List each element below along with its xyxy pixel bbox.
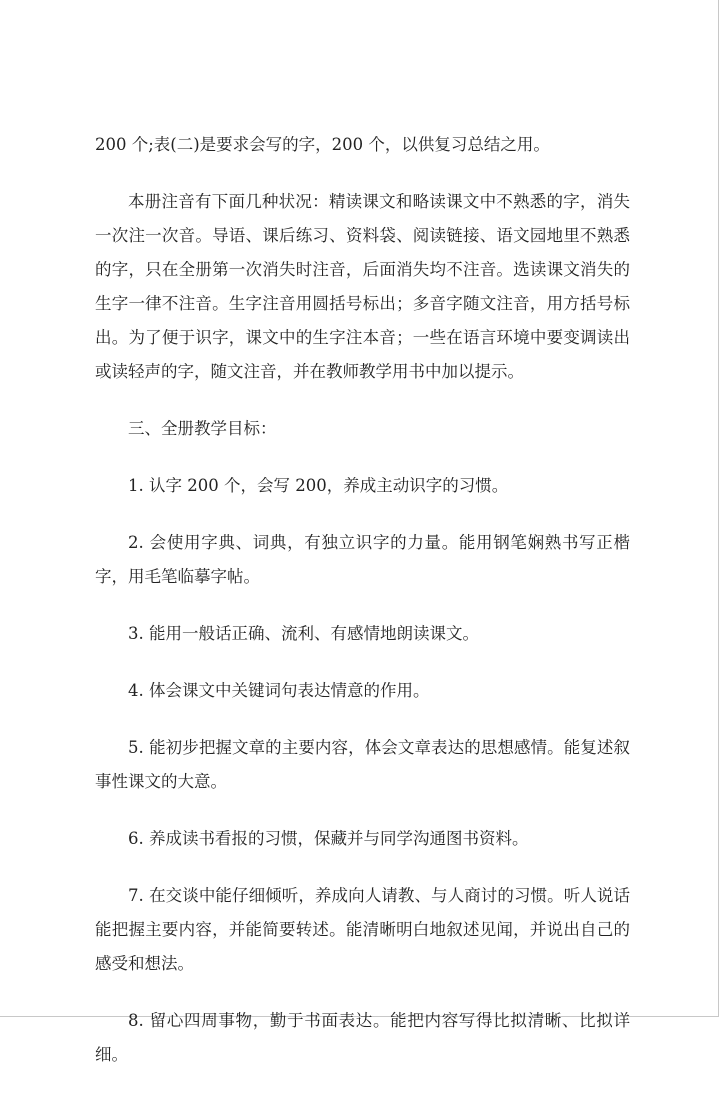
goal-item-4: 4. 体会课文中关键词句表达情意的作用。 <box>128 681 430 700</box>
goal-item-5: 5. 能初步把握文章的主要内容，体会文章表达的思想感情。能复述叙事性课文的大意。 <box>95 738 630 791</box>
goal-item-1: 1. 认字 200 个，会写 200，养成主动识字的习惯。 <box>128 476 509 495</box>
document-body <box>95 128 630 1095</box>
goal-item-8: 8. 留心四周事物，勤于书面表达。能把内容写得比拟清晰、比拟详细。 <box>95 1011 630 1064</box>
goal-item-3: 3. 能用一般话正确、流利、有感情地朗读课文。 <box>128 624 479 643</box>
goal-item-7: 7. 在交谈中能仔细倾听，养成向人请教、与人商讨的习惯。听人说话能把握主要内容，并能简要转述。能清晰明白地叙述见闻，并说出自己的感受和想法。 <box>95 886 630 973</box>
section-heading-teaching-goals: 三、全册教学目标： <box>128 419 277 438</box>
goal-item-2: 2. 会使用字典、词典，有独立识字的力量。能用钢笔娴熟书写正楷字，用毛笔临摹字帖。 <box>95 533 630 586</box>
paragraph-phonetic-notation: 本册注音有下面几种状况：精读课文和略读课文中不熟悉的字，消失一次注一次音。导语、课后练习、资料袋、阅读链接、语文园地里不熟悉的字，只在全册第一次消失时注音，后面消失均不注音。选读课文消失的生字一律不注音。生字注音用圆括号标出；多音字随文注音，用方括号标出。为了便于识字，课文中的生字注本音；一些在语言环境中要变调读出或读轻声的字，随文注音，并在教师教学用书中加以提示。 <box>95 192 630 381</box>
goal-item-6: 6. 养成读书看报的习惯，保藏并与同学沟通图书资料。 <box>128 829 529 848</box>
paragraph-continuation: 200 个;表(二)是要求会写的字，200 个，以供复习总结之用。 <box>95 135 550 154</box>
